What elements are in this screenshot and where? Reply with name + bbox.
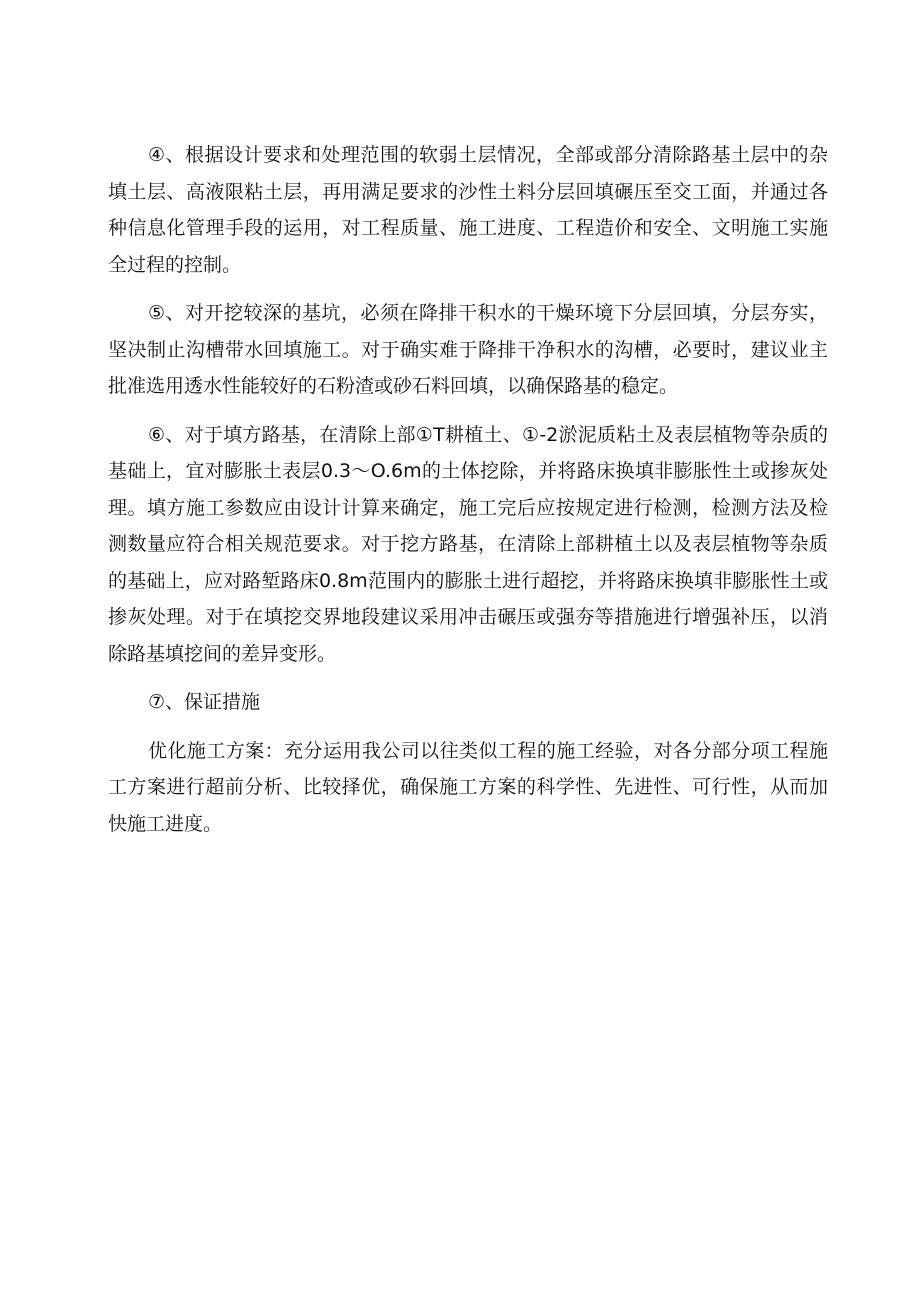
paragraph-7-guarantee-measures: ⑦、保证措施 [148,691,261,713]
paragraph-6-fill-subgrade: ⑥、对于填方路基，在清除上部①T耕植土、①-2淤泥质粘土及表层植物等杂质的基础上，宜对膨胀土表层0.3～O.6m的土体挖除，并将路床换填非膨胀性土或掺灰处理。填方施工参数应由设计计算来确定，施工完后应按规定进行检测，检测方法及检测数量应符合相关规范要求。对于挖方路基，在清除上部耕植土以及表层植物等杂质的基础上，应对路堑路床0.8m范围内的膨胀土进行超挖，并将路床换填非膨胀性土或掺灰处理。对于在填挖交界地段建议采用冲击碾压或强夯等措施进行增强补压，以消除路基填挖间的差异变形。 [108,423,828,665]
paragraph-5-foundation-pit: ⑤、对开挖较深的基坑，必须在降排干积水的干燥环境下分层回填，分层夯实，坚决制止沟槽带水回填施工。对于确实难于降排干净积水的沟槽，必要时，建议业主批准选用透水性能较好的石粉渣或砂石料回填，以确保路基的稳定。 [108,302,828,397]
paragraph-4-site-soft-soil: ④、根据设计要求和处理范围的软弱土层情况，全部或部分清除路基土层中的杂填土层、高液限粘土层，再用满足要求的沙性土料分层回填碾压至交工面，并通过各种信息化管理手段的运用，对工程质量、施工进度、工程造价和安全、文明施工实施全过程的控制。 [108,144,828,276]
paragraph-optimize-construction-plan: 优化施工方案：充分运用我公司以往类似工程的施工经验，对各分部分项工程施工方案进行超前分析、比较择优，确保施工方案的科学性、先进性、可行性，从而加快施工进度。 [108,739,828,835]
document-body [108,137,828,854]
